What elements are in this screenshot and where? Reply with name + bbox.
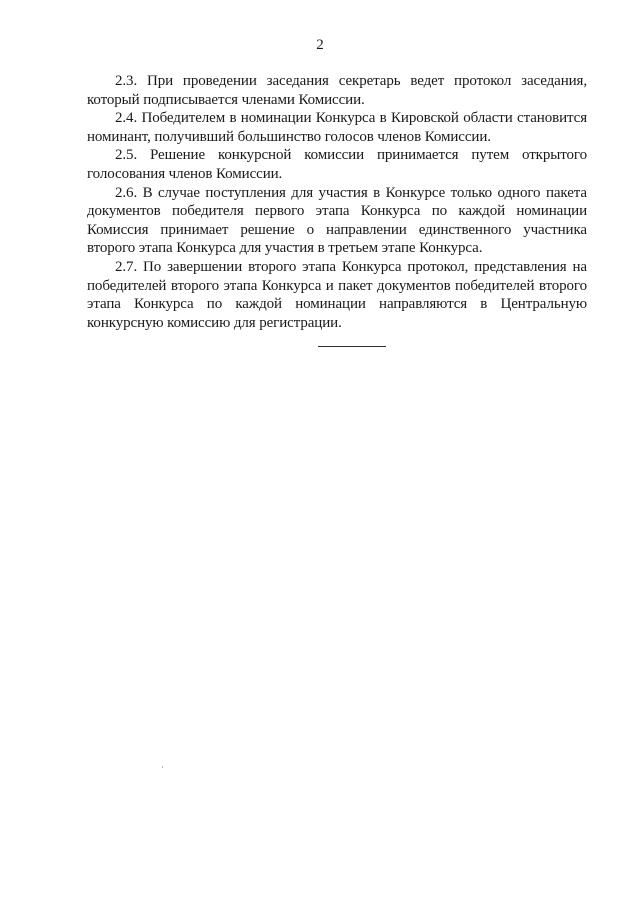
page-number: 2 — [316, 37, 324, 53]
paragraph-2-3: 2.3. При проведении заседания секретарь ведет протокол заседания, который подписывается членами Комиссии. — [87, 73, 587, 108]
paragraph-2-4: 2.4. Победителем в номинации Конкурса в Кировской области становится номинант, получивший большинство голосов членов Комиссии. — [87, 110, 587, 145]
document-body — [87, 72, 587, 332]
end-of-text-rule — [318, 346, 386, 347]
paragraph-2-6: 2.6. В случае поступления для участия в Конкурсе только одного пакета документов победителя первого этапа Конкурса по каждой номинации Комиссия принимает решение о направлении единственного участника второго этапа Конкурса для участия в третьем этапе Конкурса. — [87, 184, 587, 257]
paragraph-2-5: 2.5. Решение конкурсной комиссии принимается путем открытого голосования членов Комиссии. — [87, 147, 587, 182]
scan-speck — [162, 766, 163, 768]
paragraph-2-7: 2.7. По завершении второго этапа Конкурса протокол, представления на победителей второго этапа Конкурса и пакет документов победителей второго этапа Конкурса по каждой номинации направляются в Центральную конкурсную комиссию для регистрации. — [87, 258, 587, 331]
